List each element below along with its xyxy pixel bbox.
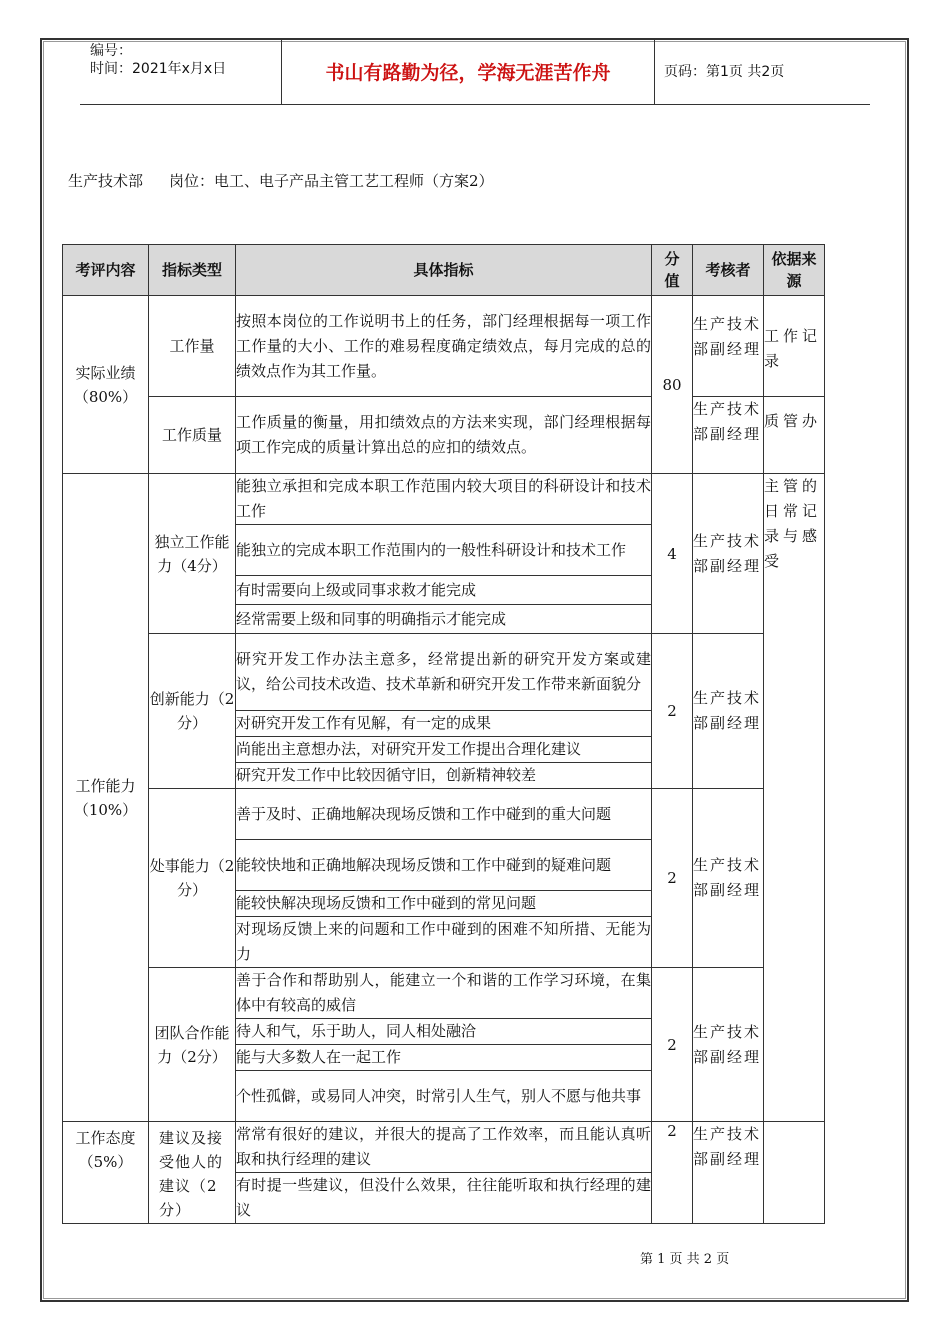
- table-header-row: [63, 245, 825, 296]
- indicator-cell: 研究开发工作办法主意多，经常提出新的研究开发方案或建议，给公司技术改造、技术革新和研究开发工作带来新面貌分: [236, 634, 652, 711]
- type-cell: 工作质量: [149, 397, 236, 474]
- score-cell: 2: [652, 968, 693, 1122]
- assessor-cell: 生产技术部副经理: [693, 474, 764, 634]
- basis-cell: 主管的日常记录与感受: [764, 474, 825, 1122]
- score-cell: 2: [652, 1122, 693, 1224]
- table-row: [63, 789, 825, 840]
- category-cell: 工作态度（5%）: [63, 1122, 149, 1224]
- type-cell: 建议及接受他人的建议（2分）: [149, 1122, 236, 1224]
- type-cell: 工作量: [149, 296, 236, 397]
- score-cell: 80: [652, 296, 693, 474]
- indicator-cell: 研究开发工作中比较因循守旧，创新精神较差: [236, 763, 652, 789]
- table-row: [63, 474, 825, 525]
- basis-cell: 工作记录: [764, 296, 825, 397]
- document-subtitle: [68, 170, 520, 191]
- header-cell-category: 考评内容: [63, 245, 149, 296]
- header-cell-assessor: 考核者: [693, 245, 764, 296]
- table-row: [63, 968, 825, 1019]
- indicator-cell: 按照本岗位的工作说明书上的任务，部门经理根据每一项工作工作量的大小、工作的难易程度确定绩效点，每月完成的总的绩效点作为其工作量。: [236, 296, 652, 397]
- table-row: [63, 296, 825, 397]
- type-cell: 独立工作能力（4分）: [149, 474, 236, 634]
- indicator-cell: 常常有很好的建议，并很大的提高了工作效率，而且能认真听取和执行经理的建议: [236, 1122, 652, 1173]
- indicator-cell: 有时提一些建议，但没什么效果，往往能听取和执行经理的建议: [236, 1173, 652, 1224]
- header-cell-indicator: 具体指标: [236, 245, 652, 296]
- indicator-cell: 能独立承担和完成本职工作范围内较大项目的科研设计和技术工作: [236, 474, 652, 525]
- assessor-cell: 生产技术部副经理: [693, 397, 764, 474]
- indicator-cell: 能较快地和正确地解决现场反馈和工作中碰到的疑难问题: [236, 840, 652, 891]
- evaluation-table: [62, 244, 825, 1224]
- header-cell-basis: 依据来源: [764, 245, 825, 296]
- table-row: [63, 634, 825, 711]
- indicator-cell: 个性孤僻，或易同人冲突，时常引人生气，别人不愿与他共事: [236, 1071, 652, 1122]
- type-cell: 团队合作能力（2分）: [149, 968, 236, 1122]
- category-cell: 实际业绩（80%）: [63, 296, 149, 474]
- indicator-cell: 待人和气，乐于助人，同人相处融洽: [236, 1019, 652, 1045]
- assessor-cell: 生产技术部副经理: [693, 296, 764, 397]
- document-date-label: 时间：2021年x月x日: [90, 61, 227, 77]
- position-label: 岗位：电工、电子产品主管工艺工程师（方案2）: [169, 172, 494, 190]
- category-cell: 工作能力（10%）: [63, 474, 149, 1122]
- score-cell: 2: [652, 789, 693, 968]
- indicator-cell: 能较快解决现场反馈和工作中碰到的常见问题: [236, 891, 652, 917]
- header-meta: [80, 38, 282, 104]
- assessor-cell: 生产技术部副经理: [693, 634, 764, 789]
- header-divider: [80, 104, 870, 105]
- indicator-cell: 善于及时、正确地解决现场反馈和工作中碰到的重大问题: [236, 789, 652, 840]
- type-cell: 创新能力（2分）: [149, 634, 236, 789]
- basis-cell-empty: [764, 1122, 825, 1224]
- indicator-cell: 尚能出主意想办法，对研究开发工作提出合理化建议: [236, 737, 652, 763]
- assessor-cell: 生产技术部副经理: [693, 1122, 764, 1224]
- indicator-cell: 工作质量的衡量，用扣绩效点的方法来实现，部门经理根据每项工作完成的质量计算出总的应扣的绩效点。: [236, 397, 652, 474]
- indicator-cell: 对研究开发工作有见解，有一定的成果: [236, 711, 652, 737]
- header-motto: 书山有路勤为径，学海无涯苦作舟: [282, 38, 655, 104]
- indicator-cell: 能与大多数人在一起工作: [236, 1045, 652, 1071]
- indicator-cell: 能独立的完成本职工作范围内的一般性科研设计和技术工作: [236, 525, 652, 576]
- basis-cell: 质管办: [764, 397, 825, 474]
- table-row: [63, 397, 825, 474]
- document-number-label: 编号：: [90, 43, 132, 59]
- header-cell-type: 指标类型: [149, 245, 236, 296]
- footer-page-number: 第 1 页 共 2 页: [640, 1252, 730, 1267]
- indicator-cell: 有时需要向上级或同事求救才能完成: [236, 576, 652, 605]
- score-cell: 4: [652, 474, 693, 634]
- table-row: [63, 1122, 825, 1173]
- assessor-cell: 生产技术部副经理: [693, 789, 764, 968]
- header-cell-score: 分值: [652, 245, 693, 296]
- type-cell: 处事能力（2分）: [149, 789, 236, 968]
- indicator-cell: 经常需要上级和同事的明确指示才能完成: [236, 605, 652, 634]
- document-header: [80, 38, 870, 104]
- assessor-cell: 生产技术部副经理: [693, 968, 764, 1122]
- header-page-label: 页码：第1页 共2页: [664, 64, 785, 80]
- indicator-cell: 对现场反馈上来的问题和工作中碰到的困难不知所措、无能为力: [236, 917, 652, 968]
- indicator-cell: 善于合作和帮助别人，能建立一个和谐的工作学习环境，在集体中有较高的威信: [236, 968, 652, 1019]
- department-label: 生产技术部: [68, 172, 144, 190]
- score-cell: 2: [652, 634, 693, 789]
